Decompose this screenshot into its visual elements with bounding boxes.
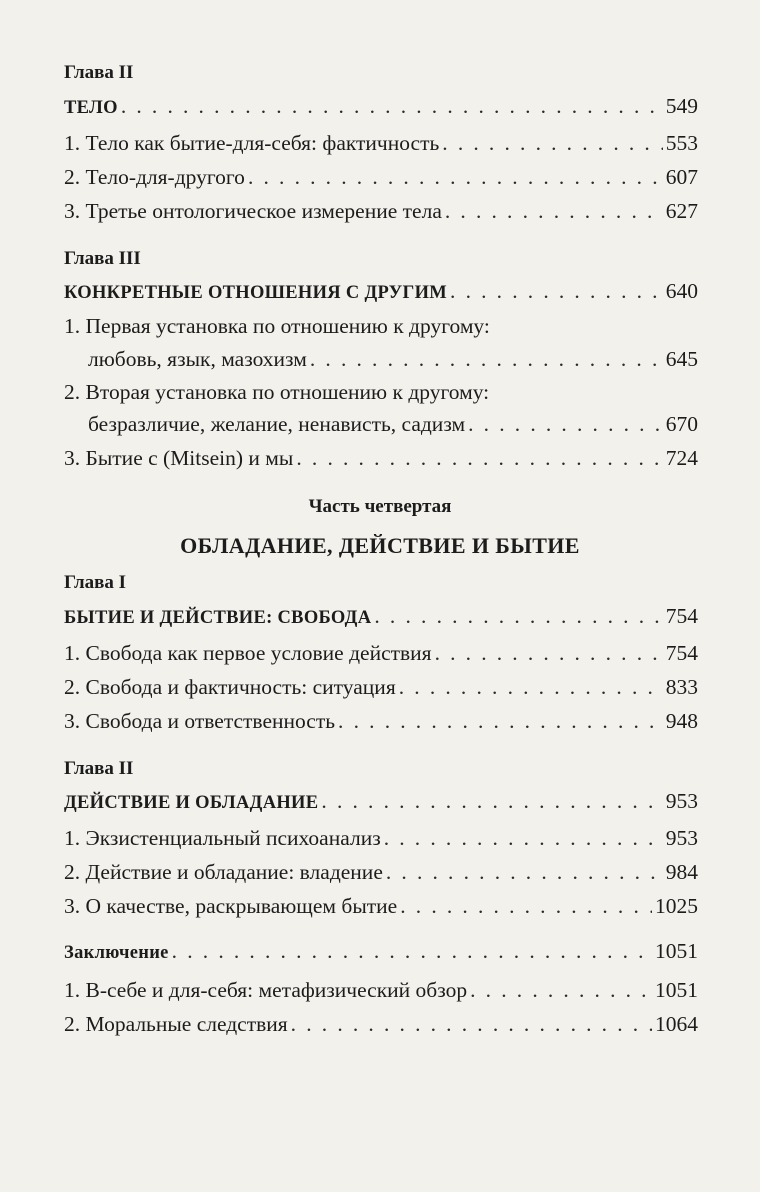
entry-page: 953 xyxy=(665,789,698,813)
toc-entry[interactable] xyxy=(64,410,698,438)
dot-leader xyxy=(442,129,662,157)
entry-title: 2. Тело-для-другого xyxy=(64,165,245,189)
entry-page: 627 xyxy=(665,199,698,223)
chapter-label: Глава III xyxy=(64,248,141,269)
entry-page: 1051 xyxy=(655,978,698,1002)
toc-entry[interactable] xyxy=(64,444,698,472)
toc-entry[interactable] xyxy=(64,639,698,667)
chapter-label: Глава II xyxy=(64,758,134,779)
dot-leader xyxy=(445,197,663,225)
dot-leader xyxy=(310,345,663,373)
toc-entry-chapter-title[interactable] xyxy=(64,602,698,632)
chapter-label: Глава II xyxy=(64,62,134,83)
entry-page: 607 xyxy=(665,165,698,189)
entry-title: 2. Моральные следствия xyxy=(64,1012,288,1036)
entry-page: 948 xyxy=(665,709,698,733)
entry-page: 553 xyxy=(665,131,698,155)
entry-page: 640 xyxy=(665,279,698,303)
entry-page: 549 xyxy=(665,94,698,118)
dot-leader xyxy=(386,858,663,886)
entry-title: 1. Экзистенциальный психоанализ xyxy=(64,826,381,850)
toc-entry-chapter-title[interactable] xyxy=(64,277,698,307)
dot-leader xyxy=(470,976,652,1004)
part-title: ОБЛАДАНИЕ, ДЕЙСТВИЕ И БЫТИЕ xyxy=(180,533,580,558)
entry-title: 1. В-себе и для-себя: метафизический обзор xyxy=(64,978,468,1002)
entry-title: ТЕЛО xyxy=(64,98,118,118)
dot-leader xyxy=(296,444,662,472)
entry-page: 1064 xyxy=(655,1012,698,1036)
entry-page: 754 xyxy=(665,604,698,628)
entry-title: ДЕЙСТВИЕ И ОБЛАДАНИЕ xyxy=(64,793,319,813)
chapter-label: Глава I xyxy=(64,572,127,593)
entry-title-line1: 1. Первая установка по отношению к другому: xyxy=(64,314,490,338)
entry-page: 953 xyxy=(665,826,698,850)
entry-page: 754 xyxy=(665,641,698,665)
entry-title: 3. О качестве, раскрывающем бытие xyxy=(64,894,398,918)
toc-entry[interactable] xyxy=(64,673,698,701)
entry-title-line2: безразличие, желание, ненависть, садизм xyxy=(88,412,466,436)
toc-entry[interactable] xyxy=(64,129,698,157)
dot-leader xyxy=(172,937,652,965)
entry-title: Заключение xyxy=(64,943,169,963)
dot-leader xyxy=(400,892,652,920)
dot-leader xyxy=(450,277,663,305)
entry-title-line1: 2. Вторая установка по отношению к другому: xyxy=(64,380,490,404)
toc-entry[interactable] xyxy=(64,892,698,920)
toc-entry[interactable] xyxy=(64,1010,698,1038)
entry-page: 724 xyxy=(665,446,698,470)
entry-title: 1. Тело как бытие-для-себя: фактичность xyxy=(64,131,440,155)
toc-entry-conclusion[interactable] xyxy=(64,937,698,967)
entry-title: 2. Действие и обладание: владение xyxy=(64,860,383,884)
dot-leader xyxy=(121,92,663,120)
entry-title-line2: любовь, язык, мазохизм xyxy=(88,347,307,371)
toc-entry[interactable] xyxy=(64,858,698,886)
entry-title: 3. Свобода и ответственность xyxy=(64,709,336,733)
entry-title: 3. Бытие с (Mitsein) и мы xyxy=(64,446,294,470)
entry-page: 670 xyxy=(665,412,698,436)
entry-page: 833 xyxy=(665,675,698,699)
entry-title: 2. Свобода и фактичность: ситуация xyxy=(64,675,396,699)
entry-page: 1025 xyxy=(655,894,698,918)
dot-leader xyxy=(248,163,663,191)
dot-leader xyxy=(374,602,662,630)
entry-title: КОНКРЕТНЫЕ ОТНОШЕНИЯ С ДРУГИМ xyxy=(64,283,448,303)
entry-title: БЫТИЕ И ДЕЙСТВИЕ: СВОБОДА xyxy=(64,608,372,628)
entry-page: 1051 xyxy=(655,939,698,963)
dot-leader xyxy=(435,639,663,667)
dot-leader xyxy=(321,787,662,815)
toc-entry-chapter-title[interactable] xyxy=(64,92,698,122)
entry-title: 3. Третье онтологическое измерение тела xyxy=(64,199,442,223)
dot-leader xyxy=(384,824,663,852)
toc-entry[interactable] xyxy=(64,345,698,373)
toc-entry-chapter-title[interactable] xyxy=(64,787,698,817)
entry-title: 1. Свобода как первое условие действия xyxy=(64,641,432,665)
dot-leader xyxy=(468,410,663,438)
entry-page: 984 xyxy=(665,860,698,884)
dot-leader xyxy=(338,707,663,735)
toc-entry[interactable] xyxy=(64,163,698,191)
dot-leader xyxy=(291,1010,652,1038)
toc-entry[interactable] xyxy=(64,197,698,225)
toc-entry[interactable] xyxy=(64,707,698,735)
toc-entry[interactable] xyxy=(64,824,698,852)
toc-entry[interactable] xyxy=(64,976,698,1004)
dot-leader xyxy=(399,673,663,701)
entry-page: 645 xyxy=(665,347,698,371)
part-label: Часть четвертая xyxy=(308,496,452,517)
